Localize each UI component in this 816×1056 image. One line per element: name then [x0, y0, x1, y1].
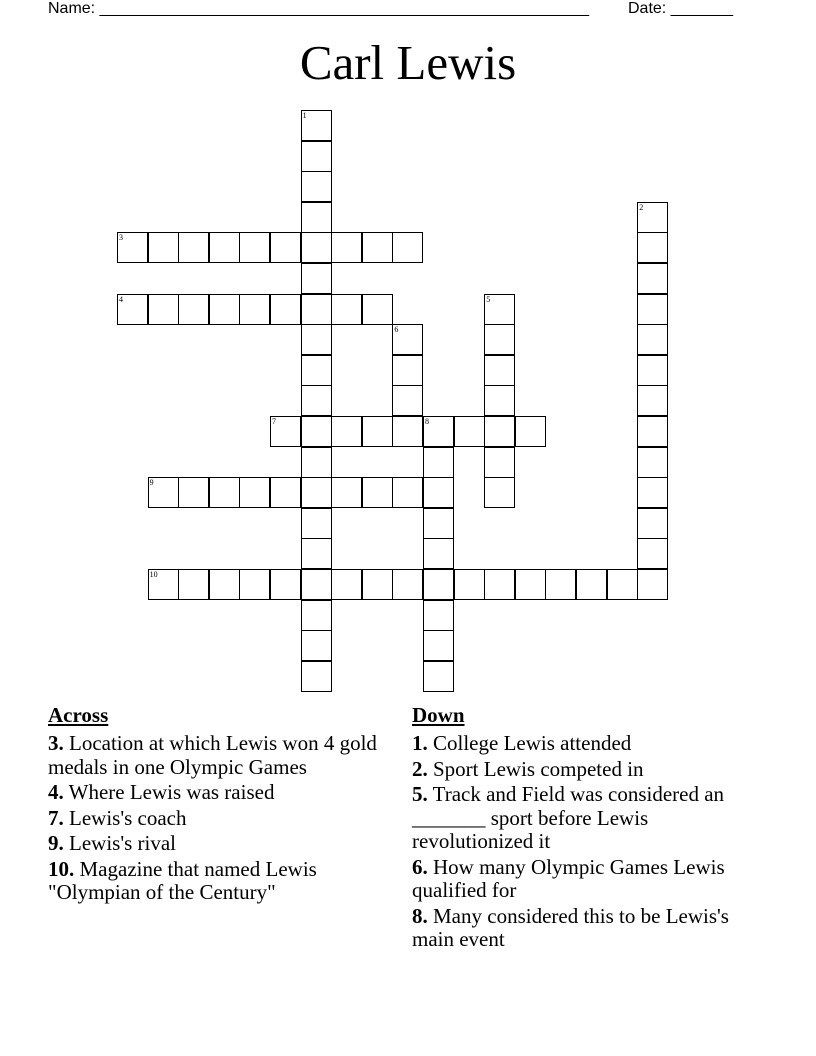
grid-cell[interactable] [454, 416, 485, 447]
grid-cell[interactable] [637, 355, 668, 386]
grid-cell[interactable] [301, 355, 332, 386]
down-clue-2 [412, 758, 764, 782]
grid-cell[interactable] [423, 477, 454, 508]
grid-cell[interactable] [392, 232, 423, 263]
across-clues [48, 702, 398, 907]
grid-cell[interactable] [637, 538, 668, 569]
grid-cell[interactable] [117, 232, 148, 263]
grid-cell[interactable] [423, 508, 454, 539]
grid-cell[interactable] [423, 447, 454, 478]
grid-cell[interactable] [209, 477, 240, 508]
down-clue-6 [412, 856, 764, 903]
grid-cell[interactable] [637, 324, 668, 355]
grid-cell[interactable] [331, 416, 362, 447]
grid-cell[interactable] [270, 569, 301, 600]
down-clue-1 [412, 732, 764, 756]
grid-cell[interactable] [637, 294, 668, 325]
clue-text: Location at which Lewis won 4 gold medals in one Olympic Games [48, 731, 377, 779]
grid-cell[interactable] [148, 294, 179, 325]
grid-cell[interactable] [270, 294, 301, 325]
clue-text: Sport Lewis competed in [433, 756, 644, 781]
grid-cell[interactable] [637, 385, 668, 416]
grid-cell[interactable] [178, 477, 209, 508]
clue-text: Lewis's coach [69, 805, 187, 830]
grid-cell[interactable] [484, 569, 515, 600]
grid-cell[interactable] [637, 569, 668, 600]
clue-text: Many considered this to be Lewis's main event [412, 903, 729, 951]
across-heading: Across [48, 703, 109, 727]
grid-cell[interactable] [301, 171, 332, 202]
date-field[interactable]: Date: _______ [628, 0, 733, 17]
grid-cell[interactable] [362, 569, 393, 600]
grid-cell[interactable] [515, 416, 546, 447]
clue-number: 2. [412, 756, 428, 781]
clue-text: Magazine that named Lewis "Olympian of the Century" [48, 856, 317, 904]
clue-number-label: 4 [119, 294, 123, 304]
clue-number: 1. [412, 731, 428, 755]
grid-cell[interactable] [392, 416, 423, 447]
name-field[interactable]: Name: _______________________________________________________ [48, 0, 589, 17]
clue-number-label: 1 [302, 111, 307, 120]
across-clue-3 [48, 732, 398, 779]
grid-cell[interactable] [301, 141, 332, 172]
clue-number: 5. [412, 782, 428, 806]
clue-number: 4. [48, 780, 64, 804]
grid-cell[interactable] [270, 477, 301, 508]
down-heading: Down [412, 703, 465, 727]
grid-cell[interactable] [178, 232, 209, 263]
clue-number-label: 9 [149, 478, 154, 488]
grid-cell[interactable] [423, 538, 454, 569]
clue-text: How many Olympic Games Lewis qualified for [412, 854, 725, 902]
grid-cell[interactable] [117, 294, 148, 325]
clue-number: 3. [48, 731, 64, 755]
grid-cell[interactable] [148, 232, 179, 263]
grid-cell[interactable] [392, 385, 423, 416]
grid-cell[interactable] [362, 232, 393, 263]
grid-cell[interactable] [301, 324, 332, 355]
grid-cell[interactable] [484, 294, 515, 325]
grid-cell[interactable] [239, 232, 270, 263]
grid-cell[interactable] [637, 263, 668, 294]
clue-number: 10. [48, 856, 75, 881]
grid-cell[interactable] [607, 569, 638, 600]
grid-cell[interactable] [239, 477, 270, 508]
grid-cell[interactable] [637, 232, 668, 263]
grid-cell[interactable] [362, 477, 393, 508]
grid-cell[interactable] [362, 416, 393, 447]
grid-cell[interactable] [301, 477, 332, 508]
across-clue-7 [48, 807, 398, 831]
grid-cell[interactable] [484, 447, 515, 478]
clue-number-label: 5 [486, 294, 491, 304]
page-title: Carl Lewis [299, 35, 517, 90]
grid-cell[interactable] [392, 569, 423, 600]
clue-number: 6. [412, 854, 428, 879]
grid-cell[interactable] [209, 294, 240, 325]
grid-cell[interactable] [209, 232, 240, 263]
clue-number-label: 10 [149, 570, 158, 579]
grid-cell[interactable] [637, 202, 668, 233]
grid-cell[interactable] [301, 294, 332, 325]
grid-cell[interactable] [331, 477, 362, 508]
down-clues [412, 702, 764, 954]
grid-cell[interactable] [637, 477, 668, 508]
across-clue-9 [48, 832, 398, 856]
grid-cell[interactable] [484, 324, 515, 355]
clue-number-label: 8 [425, 417, 429, 426]
grid-cell[interactable] [545, 569, 576, 600]
grid-cell[interactable] [178, 294, 209, 325]
grid-cell[interactable] [362, 294, 393, 325]
grid-cell[interactable] [270, 416, 301, 447]
grid-cell[interactable] [301, 508, 332, 539]
grid-cell[interactable] [484, 385, 515, 416]
clue-number: 9. [48, 831, 64, 855]
grid-cell[interactable] [148, 569, 179, 600]
grid-cell[interactable] [239, 294, 270, 325]
grid-cell[interactable] [301, 447, 332, 478]
grid-cell[interactable] [301, 569, 332, 600]
grid-cell[interactable] [301, 538, 332, 569]
grid-cell[interactable] [148, 477, 179, 508]
grid-cell[interactable] [484, 355, 515, 386]
grid-cell[interactable] [301, 110, 332, 141]
grid-cell[interactable] [423, 416, 454, 447]
grid-cell[interactable] [637, 447, 668, 478]
clue-number-label: 7 [272, 417, 276, 426]
clue-number-label: 3 [119, 233, 123, 243]
grid-cell[interactable] [423, 600, 454, 631]
grid-cell[interactable] [423, 569, 454, 600]
clue-number: 7. [48, 805, 64, 830]
grid-cell[interactable] [301, 416, 332, 447]
grid-cell[interactable] [331, 294, 362, 325]
grid-cell[interactable] [301, 600, 332, 631]
grid-cell[interactable] [270, 232, 301, 263]
grid-cell[interactable] [301, 630, 332, 661]
grid-cell[interactable] [576, 569, 607, 600]
grid-cell[interactable] [392, 355, 423, 386]
grid-cell[interactable] [178, 569, 209, 600]
grid-cell[interactable] [331, 569, 362, 600]
grid-cell[interactable] [301, 232, 332, 263]
clue-text: Where Lewis was raised [68, 780, 275, 804]
grid-cell[interactable] [423, 661, 454, 692]
down-clue-5 [412, 783, 764, 854]
clue-number-label: 6 [394, 325, 399, 335]
grid-cell[interactable] [637, 508, 668, 539]
grid-cell[interactable] [423, 630, 454, 661]
clue-text: College Lewis attended [433, 731, 632, 755]
grid-cell[interactable] [301, 263, 332, 294]
grid-cell[interactable] [454, 569, 485, 600]
clue-text: Track and Field was considered an _______ sport before Lewis revolutionized it [412, 782, 725, 853]
grid-cell[interactable] [484, 416, 515, 447]
grid-cell[interactable] [392, 477, 423, 508]
clue-text: Lewis's rival [69, 831, 177, 855]
grid-cell[interactable] [331, 232, 362, 263]
across-clue-10 [48, 858, 398, 905]
grid-cell[interactable] [484, 477, 515, 508]
clue-number: 8. [412, 903, 428, 928]
down-clue-8 [412, 905, 764, 952]
clue-number-label: 2 [639, 202, 644, 212]
grid-cell[interactable] [301, 385, 332, 416]
grid-cell[interactable] [637, 416, 668, 447]
across-clue-4 [48, 781, 398, 805]
grid-cell[interactable] [301, 202, 332, 233]
grid-cell[interactable] [392, 324, 423, 355]
grid-cell[interactable] [301, 661, 332, 692]
grid-cell[interactable] [209, 569, 240, 600]
grid-cell[interactable] [239, 569, 270, 600]
grid-cell[interactable] [515, 569, 546, 600]
